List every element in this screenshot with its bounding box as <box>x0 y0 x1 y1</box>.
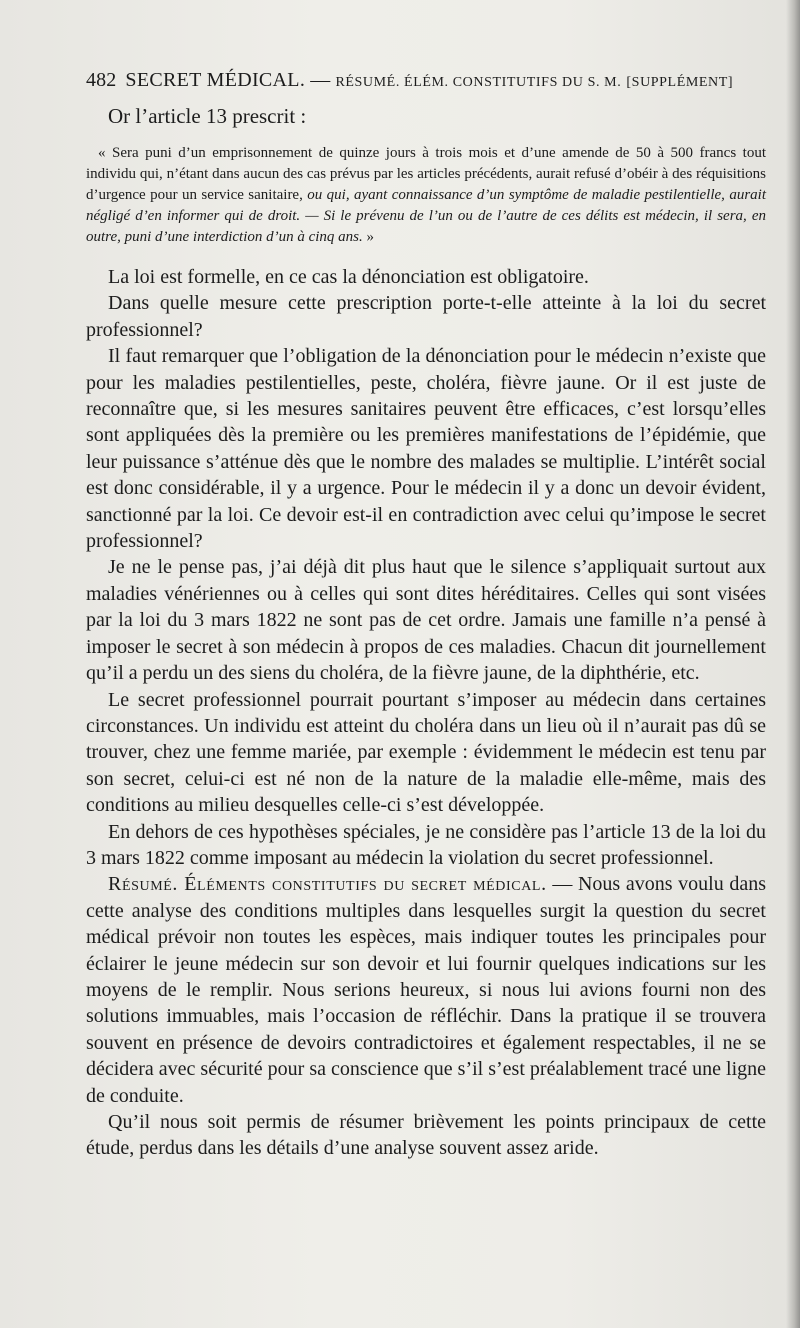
paragraph: Je ne le pense pas, j’ai déjà dit plus haut que le silence s’appliquait surtout aux maladies vénériennes ou à celles qui sont dites héréditaires. Celles qui sont visées par la loi du 3 mars 1822 ne sont pas de cet ordre. Jamais une famille n’a pensé à imposer le secret à son médecin à propos de ces maladies. Chacun dit journellement qu’il a perdu un des siens du choléra, de la fièvre jaune, de la diphthérie, etc. <box>86 556 766 685</box>
paragraph: La loi est formelle, en ce cas la dénonciation est obligatoire. <box>108 266 589 288</box>
running-head <box>86 66 766 97</box>
law-quotation <box>86 143 766 248</box>
quote-italic-text: ou qui, ayant connaissance d’un symptôme de maladie pestilentielle, aurait négligé d’en informer qui de droit. — Si le prévenu de l’un ou de l’autre de ces délits est médecin, il sera, en outre, puni d’une interdiction d’un à cinq ans. <box>86 187 766 245</box>
section-title: SECRET MÉDICAL. <box>125 69 306 91</box>
page-content <box>86 66 766 1162</box>
page-number: 482 <box>86 69 117 91</box>
paragraph: Qu’il nous soit permis de résumer brièvement les points principaux de cette étude, perdus dans les détails d’une analyse souvent assez aride. <box>86 1111 766 1160</box>
quote-text: « Sera puni d’un emprisonnement de quinze jours à trois mois et d’une amende de 50 à 500 francs tout individu qui, n’étant dans aucun des cas prévus par les articles précédents, aurait refusé d’obéir à des réquisitions d’urgence pour un service sanitaire, <box>86 145 766 203</box>
resume-text: Nous avons voulu dans cette analyse des conditions multiples dans lesquelles surgit la question du secret médical prévoir non toutes les espèces, mais indiquer toutes les principales pour éclairer le jeune médecin sur son devoir et lui fournir quelques indications sur les moyens de le remplir. Nous serions heureux, si nous lui avions fourni non des solutions immuables, mais l’occasion de réfléchir. Dans la pratique il se trouvera souvent en présence de devoirs contradictoires et également respectables, il ne se décidera avec sécurité pour sa conscience que s’il s’est préalablement tracé une ligne de conduite. <box>86 873 766 1107</box>
paragraph: Le secret professionnel pourrait pourtant s’imposer au médecin dans certaines circonstances. Un individu est atteint du choléra dans un lieu où il n’aurait pas dû se trouver, chez une femme mariée, par exemple : évidemment le médecin est tenu par son secret, celui-ci est né non de la nature de la maladie elle-même, mais des conditions au milieu desquelles celle-ci s’est développée. <box>86 688 766 817</box>
intro-line: Or l’article 13 prescrit : <box>108 104 307 128</box>
paragraph: Dans quelle mesure cette prescription porte-t-elle atteinte à la loi du secret professionnel? <box>86 292 766 341</box>
header-dash: — <box>310 69 331 91</box>
paragraph: Il faut remarquer que l’obligation de la dénonciation pour le médecin n’existe que pour les maladies pestilentielles, peste, choléra, fièvre jaune. Or il est juste de reconnaître que, si les mesures sanitaires peuvent être efficaces, c’est lorsqu’elles sont appliquées dès la première ou les premières manifestations de l’épidémie, que leur puissance s’atténue dès que le nombre des malades se multiplie. L’intérêt social est donc considérable, il y a urgence. Pour le médecin il y a donc un devoir évident, sanctionné par la loi. Ce devoir est-il en contradiction avec celui qu’impose le secret professionnel? <box>86 345 766 553</box>
paragraph: En dehors de ces hypothèses spéciales, je ne considère pas l’article 13 de la loi du 3 mars 1822 comme imposant au médecin la violation du secret professionnel. <box>86 820 766 869</box>
resume-paragraph <box>86 871 766 1109</box>
resume-heading: Résumé. Éléments constitutifs du secret médical. <box>108 873 547 896</box>
quote-close: » <box>362 229 375 245</box>
running-subtitle: RÉSUMÉ. ÉLÉM. CONSTITUTIFS DU S. M. <box>335 75 622 90</box>
resume-dash: — <box>552 873 573 896</box>
page-spine-shadow <box>786 0 800 1328</box>
body-text <box>86 264 766 1162</box>
supplement-label: [SUPPLÉMENT] <box>626 75 734 90</box>
